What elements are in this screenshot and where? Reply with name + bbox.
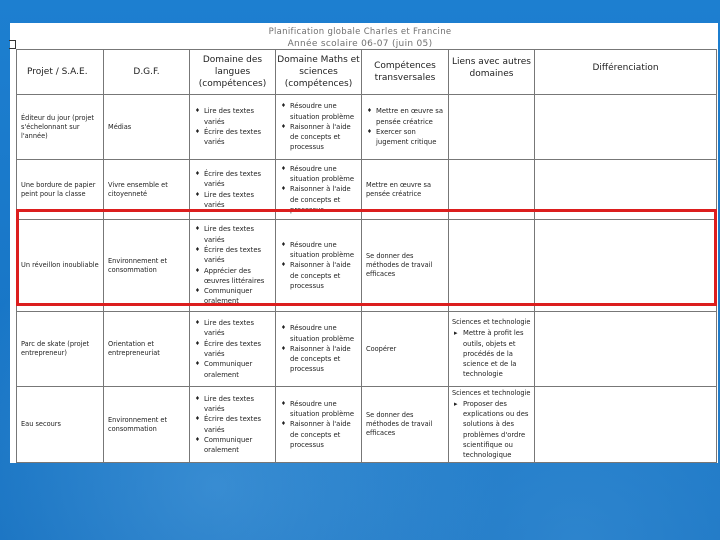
links-subject: Sciences et technologie [452, 388, 531, 397]
list-item: ▸ Proposer des explications ou des solutions à des problèmes d'ordre scientifique ou technologique [453, 399, 532, 461]
list-item: ♦ Communiquer oralement [194, 359, 273, 380]
cell-transversal: Se donner des méthodes de travail efficaces [362, 387, 449, 463]
list-item: ♦ Raisonner à l'aide de concepts et processus [280, 344, 359, 375]
cell-project: Eau secours [17, 387, 104, 463]
header-dgf: D.G.F. [104, 50, 190, 95]
list-item: ♦ Raisonner à l'aide de concepts et processus [280, 260, 359, 291]
cell-differentiation [535, 387, 717, 463]
cell-dgf: Vivre ensemble et citoyenneté [104, 160, 190, 220]
cell-languages [190, 312, 276, 387]
table-row [17, 387, 717, 463]
list-item: ♦ Mettre en œuvre sa pensée créatrice [366, 106, 446, 127]
list-item: ♦ Lire des textes variés [194, 318, 273, 339]
list-item: ♦ Apprécier des œuvres littéraires [194, 266, 273, 287]
header-math-science: Domaine Maths et sciences (compétences) [276, 50, 362, 95]
cell-links [449, 387, 535, 463]
links-subject: Sciences et technologie [452, 318, 531, 327]
table-header-row [17, 50, 717, 95]
cell-dgf: Orientation et entrepreneuriat [104, 312, 190, 387]
header-languages: Domaine des langues (compétences) [190, 50, 276, 95]
table-row [17, 95, 717, 160]
header-differentiation: Différenciation [535, 50, 717, 95]
list-item: ♦ Résoudre une situation problème [280, 240, 359, 261]
cell-differentiation [535, 312, 717, 387]
list-item: ♦ Écrire des textes variés [194, 339, 273, 360]
list-item: ♦ Raisonner à l'aide de concepts et processus [280, 122, 359, 153]
cell-dgf: Environnement et consommation [104, 387, 190, 463]
document-title: Planification globale Charles et Francine [268, 27, 452, 37]
table-row [17, 312, 717, 387]
list-item: ♦ Écrire des textes variés [194, 245, 273, 266]
cell-links [449, 95, 535, 160]
list-item: ▸ Mettre à profit les outils, objets et procédés de la science et de la technologie [453, 328, 532, 379]
list-item: ♦ Communiquer oralement [194, 286, 273, 307]
list-item: ♦ Raisonner à l'aide de concepts et processus [280, 184, 359, 215]
header-transversal: Compétences transversales [362, 50, 449, 95]
list-item: ♦ Résoudre une situation problème [280, 101, 359, 122]
cell-dgf: Environnement et consommation [104, 220, 190, 312]
cell-differentiation [535, 95, 717, 160]
cell-transversal [362, 95, 449, 160]
list-item: ♦ Communiquer oralement [194, 435, 273, 456]
list-item: ♦ Lire des textes variés [194, 394, 273, 415]
list-item: ♦ Raisonner à l'aide de concepts et processus [280, 419, 359, 450]
cell-math [276, 312, 362, 387]
cell-transversal: Coopérer [362, 312, 449, 387]
document-subtitle: Année scolaire 06-07 (juin 05) [287, 39, 433, 49]
cell-project: Parc de skate (projet entrepreneur) [17, 312, 104, 387]
list-item: ♦ Écrire des textes variés [194, 414, 273, 435]
list-item: ♦ Écrire des textes variés [194, 169, 273, 190]
bracket-icon [9, 40, 16, 49]
list-item: ♦ Écrire des textes variés [194, 127, 273, 148]
list-item: ♦ Lire des textes variés [194, 224, 273, 245]
cell-project: Éditeur du jour (projet s'échelonnant sur l'année) [17, 95, 104, 160]
list-item: ♦ Résoudre une situation problème [280, 323, 359, 344]
cell-languages [190, 387, 276, 463]
highlight-box [16, 209, 717, 306]
list-item: ♦ Résoudre une situation problème [280, 399, 359, 420]
cell-languages [190, 95, 276, 160]
cell-transversal: Mettre en œuvre sa pensée créatrice [362, 160, 449, 220]
cell-links [449, 312, 535, 387]
cell-math [276, 95, 362, 160]
cell-transversal: Se donner des méthodes de travail efficaces [362, 220, 449, 312]
cell-project: Une bordure de papier peint pour la classe [17, 160, 104, 220]
cell-project: Un réveillon inoubliable [17, 220, 104, 312]
header-links: Liens avec autres domaines [449, 50, 535, 95]
list-item: ♦ Exercer son jugement critique [366, 127, 446, 148]
header-project: Projet / S.A.E. [17, 50, 104, 95]
cell-dgf: Médias [104, 95, 190, 160]
list-item: ♦ Lire des textes variés [194, 190, 273, 211]
list-item: ♦ Lire des textes variés [194, 106, 273, 127]
list-item: ♦ Résoudre une situation problème [280, 164, 359, 185]
cell-math [276, 387, 362, 463]
